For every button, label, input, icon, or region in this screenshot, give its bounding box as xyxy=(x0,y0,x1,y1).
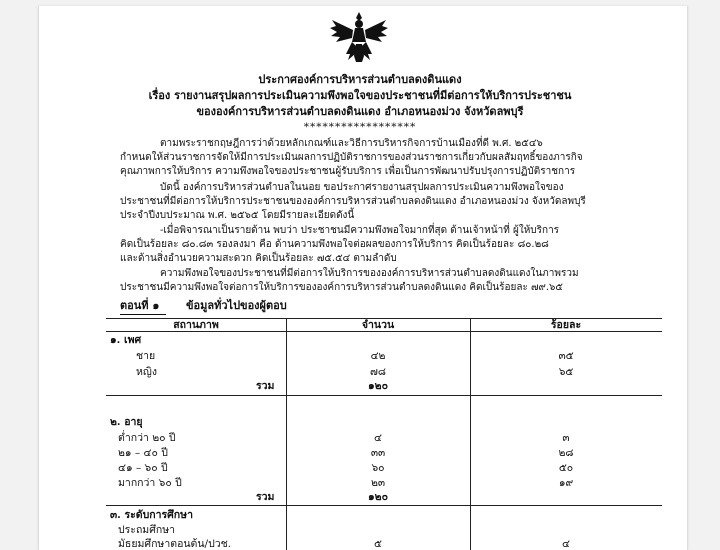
row-percent: ๖๕ xyxy=(558,366,574,378)
paragraph-1-line-1: ตามพระราชกฤษฎีการว่าด้วยหลักเกณฑ์และวิธีการบริหารกิจการบ้านเมืองที่ดี พ.ศ. ๒๕๔๖ xyxy=(160,138,543,149)
table-header-border xyxy=(106,331,662,332)
row-label: ต่ำกว่า ๒๐ ปี xyxy=(118,432,176,444)
row-count: ๕ xyxy=(374,538,382,550)
section-title: ข้อมูลทั่วไปของผู้ตอบ xyxy=(186,299,287,312)
row-percent: ๓ xyxy=(562,432,570,444)
row-label: ชาย xyxy=(136,350,156,362)
paragraph-4-line-2: ประชาชนมีความพึงพอใจต่อการให้บริการขององค์การบริหารส่วนตำบลดงดินแดง คิดเป็นร้อยละ ๗๙.๖๕ xyxy=(120,282,563,293)
row-percent: ๓๕ xyxy=(558,350,574,362)
total-count: ๑๒๐ xyxy=(368,491,388,503)
row-count: ๔๒ xyxy=(370,350,386,362)
row-percent: ๒๘ xyxy=(558,447,574,459)
paragraph-1-line-2: กำหนดให้ส่วนราชการจัดให้มีการประเมินผลการปฏิบัติราชการของส่วนราชการเกี่ยวกับผลสัมฤทธิ์ของภารกิจ xyxy=(120,152,583,163)
row-label: มัธยมศึกษาตอนต้น/ปวช. xyxy=(118,538,232,550)
stars-divider: ****************** xyxy=(303,121,417,133)
group-divider xyxy=(106,395,662,396)
row-label: มากกว่า ๖๐ ปี xyxy=(118,477,182,489)
group-education-title: ๓. ระดับการศึกษา xyxy=(110,509,193,521)
paragraph-3-line-3: และด้านสิ่งอำนวยความสะดวก คิดเป็นร้อยละ ๗๕.๕๔ ตามลำดับ xyxy=(120,253,397,264)
row-label: ๔๑ – ๖๐ ปี xyxy=(118,462,168,474)
group-divider xyxy=(106,505,662,506)
paragraph-2-line-3: ประจำปีงบประมาณ พ.ศ. ๒๕๖๕ โดยมีรายละเอียดดังนี้ xyxy=(120,210,355,221)
row-label: ๒๑ – ๔๐ ปี xyxy=(118,447,168,459)
row-count: ๖๐ xyxy=(371,462,385,474)
org-subtitle: ขององค์การบริหารส่วนตำบลดงดินแดง อำเภอหนองม่วง จังหวัดลพบุรี xyxy=(196,105,524,118)
row-percent: ๕๐ xyxy=(558,462,574,474)
row-percent: ๔ xyxy=(562,538,570,550)
total-label: รวม xyxy=(256,491,275,503)
row-count: ๒๓ xyxy=(370,477,386,489)
group-gender-title: ๑. เพศ xyxy=(110,334,142,346)
paragraph-2-line-1: บัดนี้ องค์การบริหารส่วนตำบลในนอย ขอประกาศรายงานสรุปผลการประเมินความพึงพอใจของ xyxy=(160,182,564,193)
row-label: หญิง xyxy=(136,366,157,378)
org-title: ประกาศองค์การบริหารส่วนตำบลดงดินแดง xyxy=(258,73,462,86)
paragraph-2-line-2: ประชาชนที่มีต่อการให้บริการประชาชนขององค์การบริหารส่วนตำบลดงดินแดง อำเภอหนองม่วง จังหวัดลพบุรี xyxy=(120,196,586,207)
header-status: สถานภาพ xyxy=(173,319,219,331)
row-count: ๓๓ xyxy=(370,447,386,459)
row-label: ประถมศึกษา xyxy=(118,524,176,536)
row-count: ๔ xyxy=(374,432,382,444)
header-count: จำนวน xyxy=(361,319,395,331)
subject-line: เรื่อง รายงานสรุปผลการประเมินความพึงพอใจของประชาชนที่มีต่อการให้บริการประชาชน xyxy=(148,89,572,102)
row-count: ๗๘ xyxy=(370,366,386,378)
paragraph-3-line-2: คิดเป็นร้อยละ ๘๐.๘๓ รองลงมา คือ ด้านความพึงพอใจต่อผลของการให้บริการ คิดเป็นร้อยละ ๘๐.๒๘ xyxy=(120,239,549,250)
row-percent: ๑๙ xyxy=(558,477,574,489)
paragraph-4-line-1: ความพึงพอใจของประชาชนที่มีต่อการให้บริการขององค์การบริหารส่วนตำบลดงดินแดงในภาพรวม xyxy=(160,268,579,279)
total-label: รวม xyxy=(256,380,275,392)
garuda-emblem-icon xyxy=(328,10,390,64)
paragraph-3-line-1: -เมื่อพิจารณาเป็นรายด้าน พบว่า ประชาชนมีความพึงพอใจมากที่สุด ด้านเจ้าหน้าที่ ผู้ให้บริการ xyxy=(160,225,560,236)
header-percent: ร้อยละ xyxy=(550,319,582,331)
section-label: ตอนที่ ๑ xyxy=(120,299,160,312)
group-age-title: ๒. อายุ xyxy=(110,416,143,428)
paragraph-1-line-3: คุณภาพการให้บริการ ความพึงพอใจของประชาชนผู้รับบริการ เพื่อเป็นการพัฒนาปรับปรุงการปฏิบัติราชการ xyxy=(120,166,576,177)
section-underline xyxy=(120,314,166,315)
total-count: ๑๒๐ xyxy=(368,380,388,392)
